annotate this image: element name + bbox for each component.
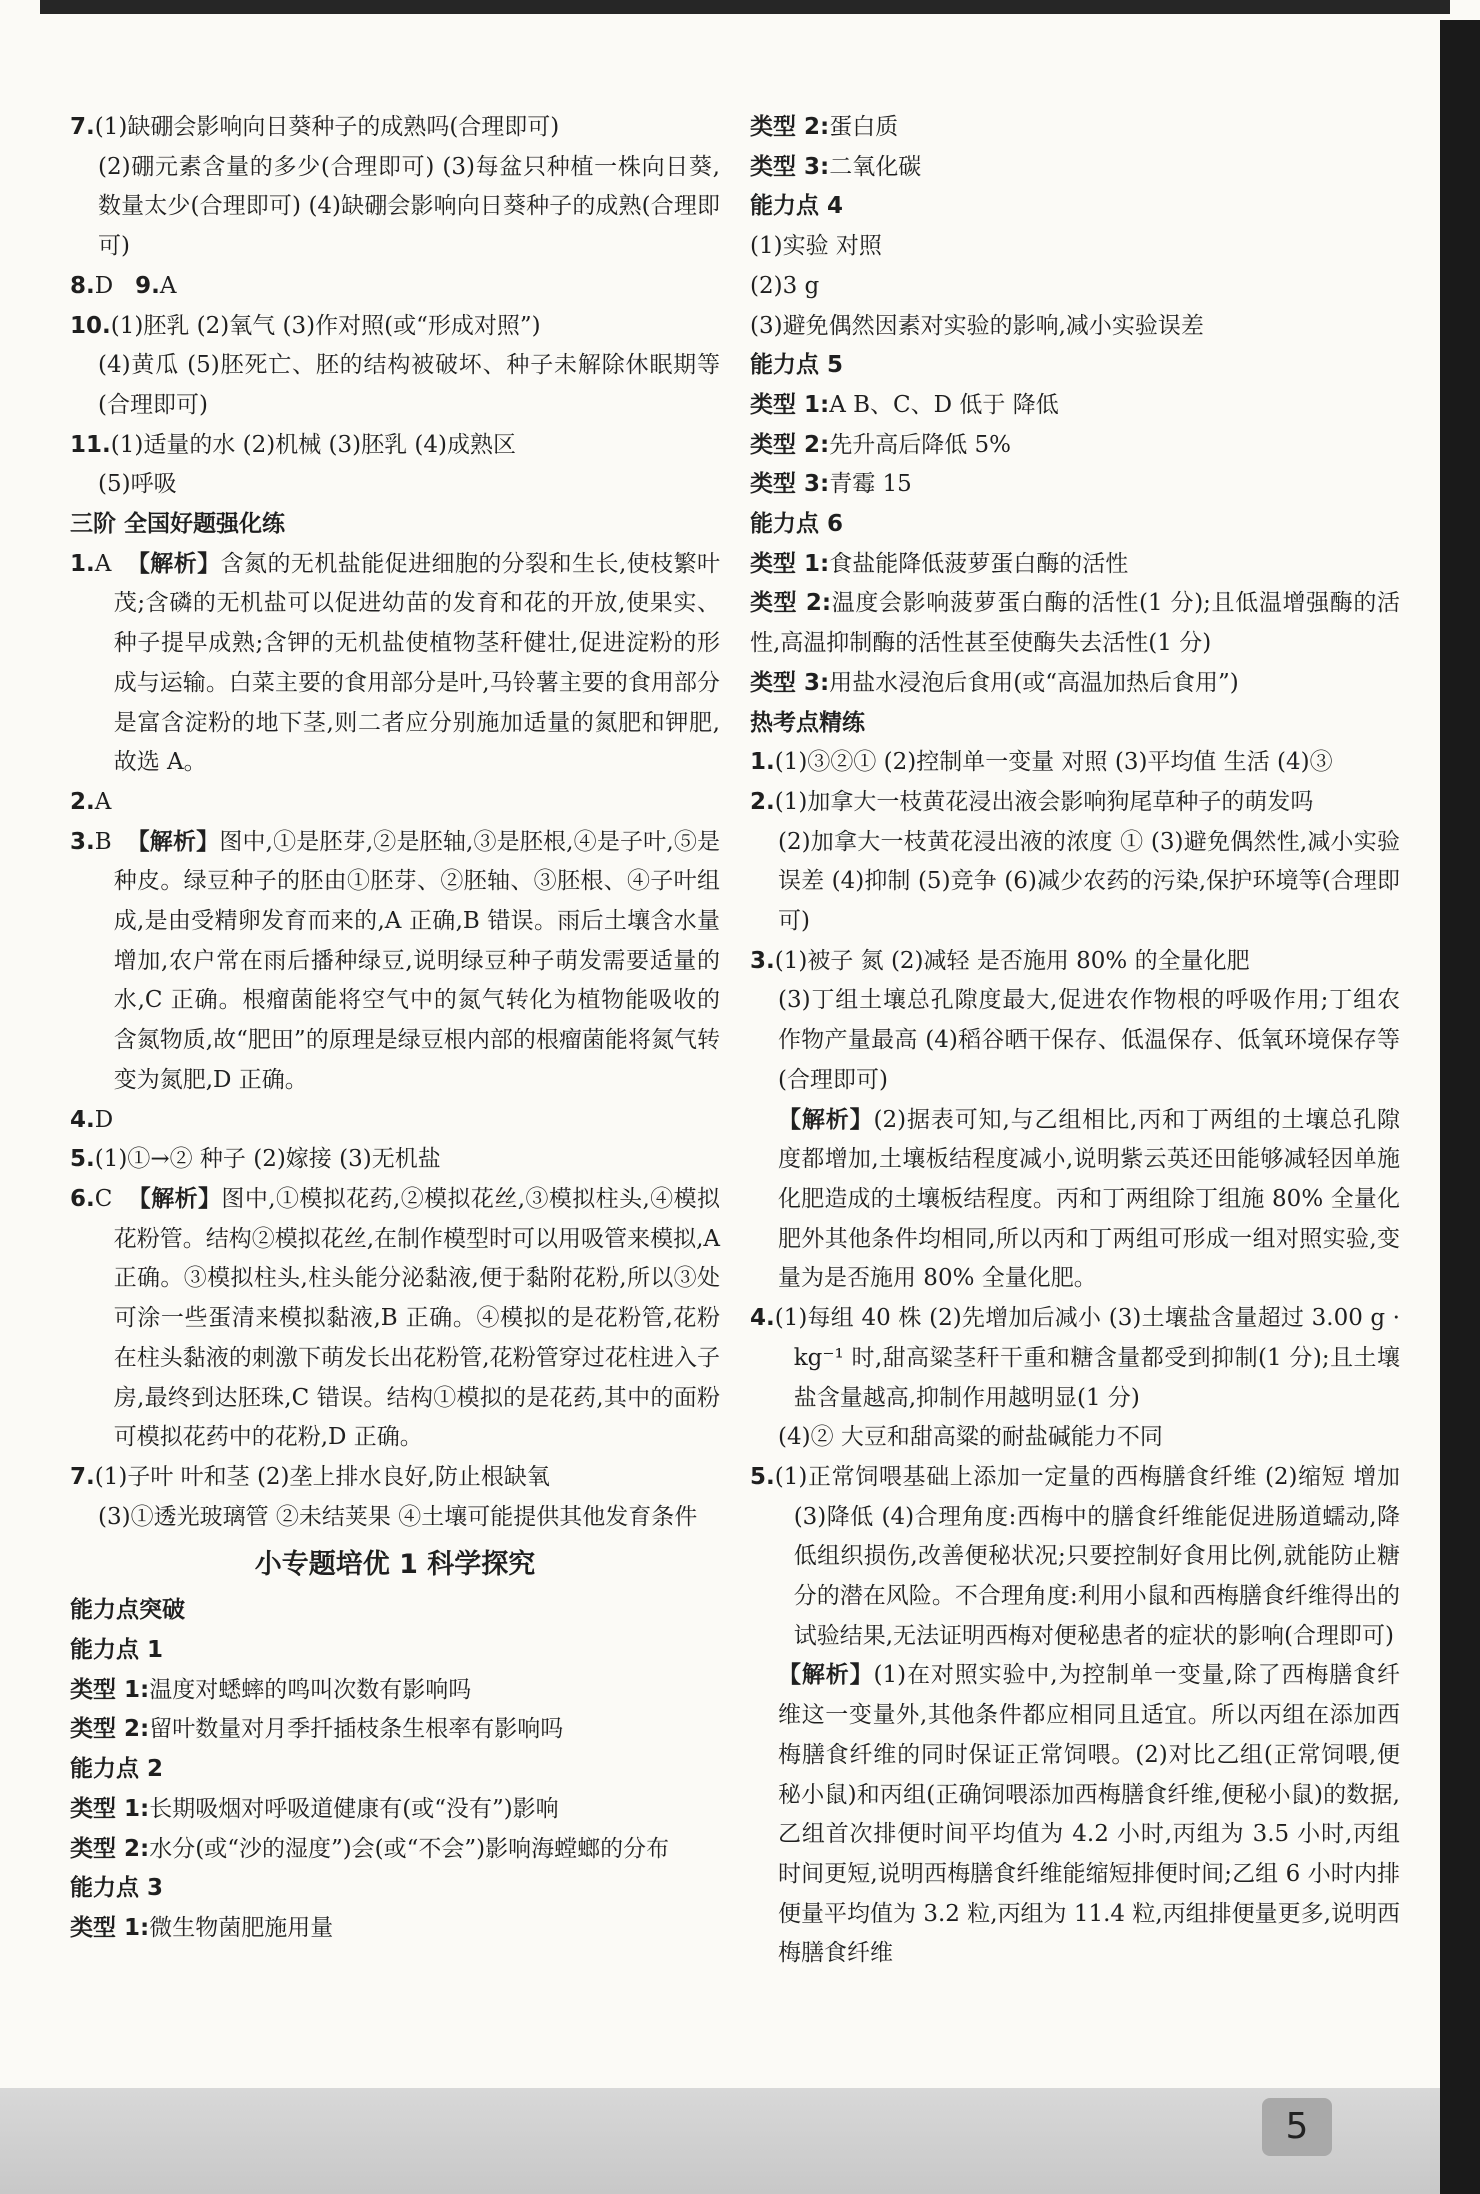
q10-first-line [70,307,720,347]
answer-text: (1)加拿大一枝黄花浸出液会影响狗尾草种子的萌发吗 [774,788,1314,815]
answer-choice: D [94,1106,114,1133]
h5-analysis [750,1656,1400,1974]
h2-continued: (2)加拿大一枝黄花浸出液的浓度 ① (3)避免偶然性,减小实验误差 (4)抑制 (5)竞争 (6)减少农药的污染,保护环境等(合理即可) [778,828,1400,935]
type-text: 蛋白质 [829,114,899,140]
ability-point-4: 能力点 4 [750,193,844,220]
right-column [750,108,1400,1974]
q11-first-line [70,426,720,466]
type-text: 微生物菌肥施用量 [149,1914,334,1941]
question-number: 3. [750,947,775,974]
section-heading: 三阶 全国好题强化练 [70,511,286,538]
type-text: 食盐能降低菠萝蛋白酶的活性 [829,550,1129,577]
question-number: 5. [750,1463,775,1490]
type-label: 类型 1: [70,1795,150,1822]
analysis-text: (1)在对照实验中,为控制单一变量,除了西梅膳食纤维这一变量外,其他条件都应相同且适宜。所以丙组在添加西梅膳食纤维的同时保证正常饲喂。(2)对比乙组(正常饲喂,便秘小鼠)和丙组(正确饲喂添加西梅膳食纤维,便秘小鼠)的数据,乙组首次排便时间平均值为 4.2 小时,丙组为 3.5 小时,丙组时间更短,说明西梅膳食纤维能缩短排便时间;乙组 6 小时内排便量平均值为 3.2 粒,丙组为 11.4 粒,丙组排便量更多,说明西梅膳食纤维 [778,1662,1401,1967]
ap4-item2: (2)3 g [750,272,820,299]
q10-continued: (4)黄瓜 (5)胚死亡、胚的结构被破坏、种子未解除休眠期等(合理即可) [98,352,720,418]
page-number: 5 [1262,2098,1332,2156]
answer-text: (1)①→② 种子 (2)嫁接 (3)无机盐 [94,1146,441,1173]
type-text: 青霉 15 [829,471,912,498]
s7-answer [70,1458,720,1498]
type-label: 类型 2: [70,1835,150,1862]
footer-band [0,2088,1440,2194]
ap5-type3 [750,465,1400,505]
left-column [70,108,720,1974]
analysis-tag: 【解析】 [778,1662,874,1689]
answer-text: (1)胚乳 (2)氧气 (3)作对照(或“形成对照”) [110,312,541,339]
ap5-type1 [750,386,1400,426]
question-number: 5. [70,1146,95,1173]
s6-answer [70,1180,720,1458]
type-label: 类型 3: [750,471,830,498]
type-text: 温度对蟋蟀的鸣叫次数有影响吗 [149,1676,472,1703]
analysis-tag: 【解析】 [126,828,220,855]
question-number: 9. [135,272,160,299]
answer-text: (1)正常饲喂基础上添加一定量的西梅膳食纤维 (2)缩短 增加 (3)降低 (4)合理角度:西梅中的膳食纤维能促进肠道蠕动,降低组织损伤,改善便秘状况;只要控制好食用比例,就能防止糖分的潜在风险。不合理角度:利用小鼠和西梅膳食纤维得出的试验结果,无法证明西梅对便秘患者的症状的影响(合理即可) [774,1463,1400,1649]
ap3-type2 [750,108,1400,148]
question-number: 2. [70,788,95,815]
question-number: 11. [70,431,111,458]
q7-first-line [70,108,720,148]
type-label: 类型 1: [70,1914,150,1941]
ap4-item3: (3)避免偶然因素对实验的影响,减小实验误差 [750,312,1204,339]
answer-page [70,108,1400,1974]
ap2-type2 [70,1830,720,1870]
question-number: 7. [70,1463,95,1490]
type-label: 类型 2: [750,114,830,140]
type-text: 留叶数量对月季扦插枝条生根率有影响吗 [149,1716,564,1743]
q11-continued: (5)呼吸 [98,471,177,498]
ap5-type2 [750,426,1400,466]
ap1-type1 [70,1671,720,1711]
hot-topics-heading: 热考点精练 [750,709,865,736]
ap6-type1 [750,545,1400,585]
type-text: 水分(或“沙的湿度”)会(或“不会”)影响海螳螂的分布 [149,1835,670,1862]
h3-continued: (3)丁组土壤总孔隙度最大,促进农作物根的呼吸作用;丁组农作物产量最高 (4)稻谷晒干保存、低温保存、低氧环境保存等(合理即可) [778,987,1400,1093]
answer-choice: A [94,550,112,577]
s3-answer [70,823,720,1101]
right-edge-shadow [1440,20,1480,2194]
s5-answer [70,1140,720,1180]
ap3-type1 [70,1909,720,1949]
analysis-tag: 【解析】 [778,1106,874,1133]
question-number: 8. [70,272,95,299]
question-number: 3. [70,828,95,855]
answer-choice: A [94,788,112,815]
h1-answer [750,743,1400,783]
s2-answer [70,783,720,823]
ap4-item1: (1)实验 对照 [750,233,882,260]
q7-continued: (2)硼元素含量的多少(合理即可) (3)每盆只种植一株向日葵,数量太少(合理即可) (4)缺硼会影响向日葵种子的成熟(合理即可) [98,153,720,260]
type-text: 长期吸烟对呼吸道健康有(或“没有”)影响 [149,1795,559,1822]
ap2-type1 [70,1790,720,1830]
question-number: 6. [70,1185,95,1212]
answer-text: (1)③②① (2)控制单一变量 对照 (3)平均值 生活 (4)③ [774,749,1333,776]
ability-point-1: 能力点 1 [70,1637,164,1664]
s7-continued: (3)①透光玻璃管 ②未结荚果 ④土壤可能提供其他发育条件 [98,1503,698,1530]
h5-answer [750,1458,1400,1657]
s1-answer [70,545,720,783]
type-label: 类型 1: [750,391,830,418]
type-label: 类型 3: [750,669,830,696]
h3-answer [750,942,1400,982]
ap1-type2 [70,1710,720,1750]
ap3-type3 [750,148,1400,188]
ability-point-6: 能力点 6 [750,511,844,538]
type-label: 类型 2: [750,590,832,617]
answer-text: (1)适量的水 (2)机械 (3)胚乳 (4)成熟区 [110,431,517,458]
analysis-text: 图中,①模拟花药,②模拟花丝,③模拟柱头,④模拟花粉管。结构②模拟花丝,在制作模型时可以用吸管来模拟,A 正确。③模拟柱头,柱头能分泌黏液,便于黏附花粉,所以③处可涂一些蛋清来模拟黏液,B 正确。④模拟的是花粉管,花粉在柱头黏液的刺激下萌发长出花粉管,花粉管穿过花柱进入子房,最终到达胚珠,C 错误。结构①模拟的是花药,其中的面粉可模拟花药中的花粉,D 正确。 [113,1185,720,1451]
type-text: 先升高后降低 5% [829,431,1012,458]
type-label: 类型 1: [70,1676,150,1703]
ability-heading: 能力点突破 [70,1597,185,1624]
type-text: 温度会影响菠萝蛋白酶的活性(1 分);且低温增强酶的活性,高温抑制酶的活性甚至使酶失去活性(1 分) [750,590,1401,657]
q8-q9-line [70,267,720,307]
type-text: 用盐水浸泡后食用(或“高温加热后食用”) [829,669,1239,696]
h4-continued: (4)② 大豆和甜高粱的耐盐碱能力不同 [778,1424,1163,1451]
type-label: 类型 1: [750,550,830,577]
analysis-text: 含氮的无机盐能促进细胞的分裂和生长,使枝繁叶茂;含磷的无机盐可以促进幼苗的发育和花的开放,使果实、种子提早成熟;含钾的无机盐使植物茎秆健壮,促进淀粉的形成与运输。白菜主要的食用部分是叶,马铃薯主要的食用部分是富含淀粉的地下茎,则二者应分别施加适量的氮肥和钾肥,故选 A。 [113,550,721,776]
ability-point-2: 能力点 2 [70,1756,164,1783]
analysis-tag: 【解析】 [127,1185,222,1212]
question-number: 4. [750,1305,775,1332]
question-number: 10. [70,312,111,339]
h3-analysis [750,1101,1400,1300]
h2-answer [750,783,1400,823]
question-number: 7. [70,114,95,140]
question-number: 1. [750,749,775,776]
type-label: 类型 2: [750,431,830,458]
ap6-type3 [750,664,1400,704]
analysis-tag: 【解析】 [126,550,221,577]
answer-text: A [159,272,177,299]
answer-choice: C [94,1185,113,1212]
type-text: 二氧化碳 [829,153,922,180]
question-number: 2. [750,788,775,815]
type-label: 类型 2: [70,1716,150,1743]
h4-answer [750,1299,1400,1418]
ability-point-5: 能力点 5 [750,352,844,379]
type-text: A B、C、D 低于 降低 [829,391,1059,418]
answer-text: D [94,272,114,299]
answer-text: (1)被子 氮 (2)减轻 是否施用 80% 的全量化肥 [774,947,1250,974]
topic-title: 小专题培优 1 科学探究 [254,1549,536,1581]
ap6-type2 [750,584,1400,663]
type-label: 类型 3: [750,153,830,180]
analysis-text: (2)据表可知,与乙组相比,丙和丁两组的土壤总孔隙度都增加,土壤板结程度减小,说明紫云英还田能够减轻因单施化肥造成的土壤板结程度。丙和丁两组除丁组施 80% 全量化肥外其他条件均相同,所以丙和丁两组可形成一组对照实验,变量为是否施用 80% 全量化肥。 [778,1106,1401,1292]
top-edge-bar [40,0,1450,14]
answer-choice: B [94,828,112,855]
ability-point-3: 能力点 3 [70,1875,164,1902]
s4-answer [70,1101,720,1141]
question-number: 4. [70,1106,95,1133]
answer-text: (1)每组 40 株 (2)先增加后减小 (3)土壤盐含量超过 3.00 g · kg⁻¹ 时,甜高粱茎秆干重和糖含量都受到抑制(1 分);且土壤盐含量越高,抑制作用越明显(1 分) [774,1305,1400,1411]
question-number: 1. [70,550,95,577]
answer-text: (1)缺硼会影响向日葵种子的成熟吗(合理即可) [94,114,560,140]
answer-text: (1)子叶 叶和茎 (2)垄上排水良好,防止根缺氧 [94,1463,550,1490]
analysis-text: 图中,①是胚芽,②是胚轴,③是胚根,④是子叶,⑤是种皮。绿豆种子的胚由①胚芽、②胚轴、③胚根、④子叶组成,是由受精卵发育而来的,A 正确,B 错误。雨后土壤含水量增加,农户常在雨后播种绿豆,说明绿豆种子萌发需要适量的水,C 正确。根瘤菌能将空气中的氮气转化为植物能吸收的含氮物质,故“肥田”的原理是绿豆根内部的根瘤菌能将氮气转变为氮肥,D 正确。 [113,828,720,1093]
